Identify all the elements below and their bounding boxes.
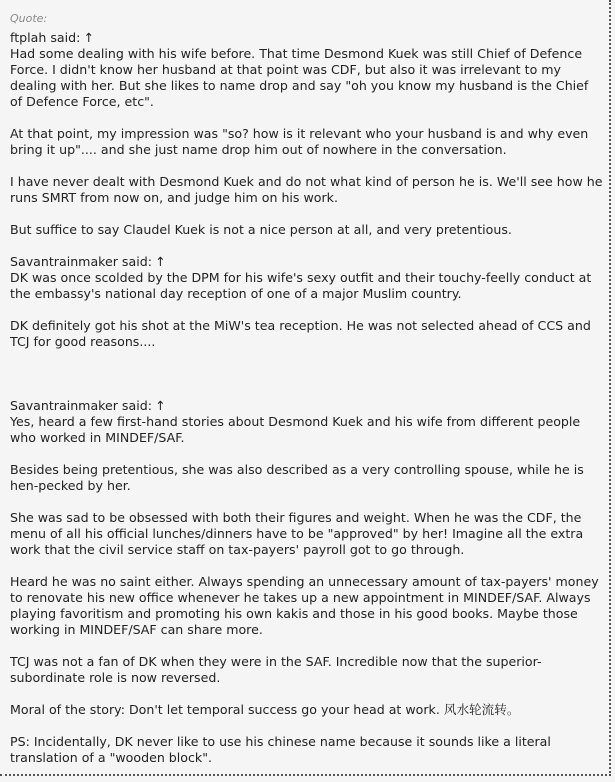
author-line: Savantrainmaker said: — [10, 398, 152, 413]
post-paragraph: I have never dealt with Desmond Kuek and do not what kind of person he is. We'll see how he runs SMRT from now on, and judge him on his work. — [10, 174, 603, 205]
post-paragraph: At that point, my impression was "so? how is it relevant who your husband is and why even bring it up".... and she just name drop him out of nowhere in the conversation. — [10, 126, 589, 157]
post-paragraph: Besides being pretentious, she was also described as a very controlling spouse, while he is hen-pecked by her. — [10, 462, 584, 493]
quote-label: Quote: — [10, 12, 48, 25]
post-paragraph: But suffice to say Claudel Kuek is not a nice person at all, and very pretentious. — [10, 222, 512, 237]
post-paragraph: Moral of the story: Don't let temporal success go your head at work. 风水轮流转。 — [10, 702, 520, 717]
post-paragraph: DK was once scolded by the DPM for his wife's sexy outfit and their touchy-feelly conduct at the embassy's national day reception of one of a major Muslim country. — [10, 270, 592, 301]
post-paragraph: TCJ was not a fan of DK when they were in the SAF. Incredible now that the superior-subordinate role is now reversed. — [10, 654, 542, 685]
author-line: ftplah said: — [10, 30, 81, 45]
spacer — [10, 366, 603, 398]
author-line: Savantrainmaker said: — [10, 254, 152, 269]
view-post-arrow-icon[interactable]: ↑ — [154, 254, 166, 269]
post-paragraph: PS: Incidentally, DK never like to use his chinese name because it sounds like a literal translation of a "wooden block". — [10, 734, 551, 765]
view-post-arrow-icon[interactable]: ↑ — [83, 30, 94, 45]
post-paragraph: Yes, heard a few first-hand stories about Desmond Kuek and his wife from different people who worked in MINDEF/SAF. — [10, 414, 581, 445]
post-paragraph: She was sad to be obsessed with both their figures and weight. When he was the CDF, the menu of all his official lunches/dinners have to be "approved" by her! Imagine all the extra work that the civil service staff on tax-payers' payroll got to go through. — [10, 510, 584, 557]
quote-author-savantrainmaker — [10, 254, 603, 270]
post-paragraph: DK definitely got his shot at the MiW's tea reception. He was not selected ahead of CCS and TCJ for good reasons.... — [10, 318, 591, 349]
view-post-arrow-icon[interactable]: ↑ — [154, 398, 166, 413]
post-paragraph: Had some dealing with his wife before. That time Desmond Kuek was still Chief of Defence Force. I didn't know her husband at that point was CDF, but also it was irrelevant to my dealing with her. But she likes to name drop and say "oh you know my husband is the Chief of Defence Force, etc". — [10, 46, 589, 109]
quote-author-ftplah — [10, 30, 603, 46]
quote-author-savantrainmaker — [10, 398, 603, 414]
post-paragraph: Heard he was no saint either. Always spending an unnecessary amount of tax-payers' money to renovate his new office whenever he takes up a new appointment in MINDEF/SAF. Always playing favoritism and promoting his own kakis and those in his good books. Maybe those working in MINDEF/SAF can share more. — [10, 574, 599, 637]
